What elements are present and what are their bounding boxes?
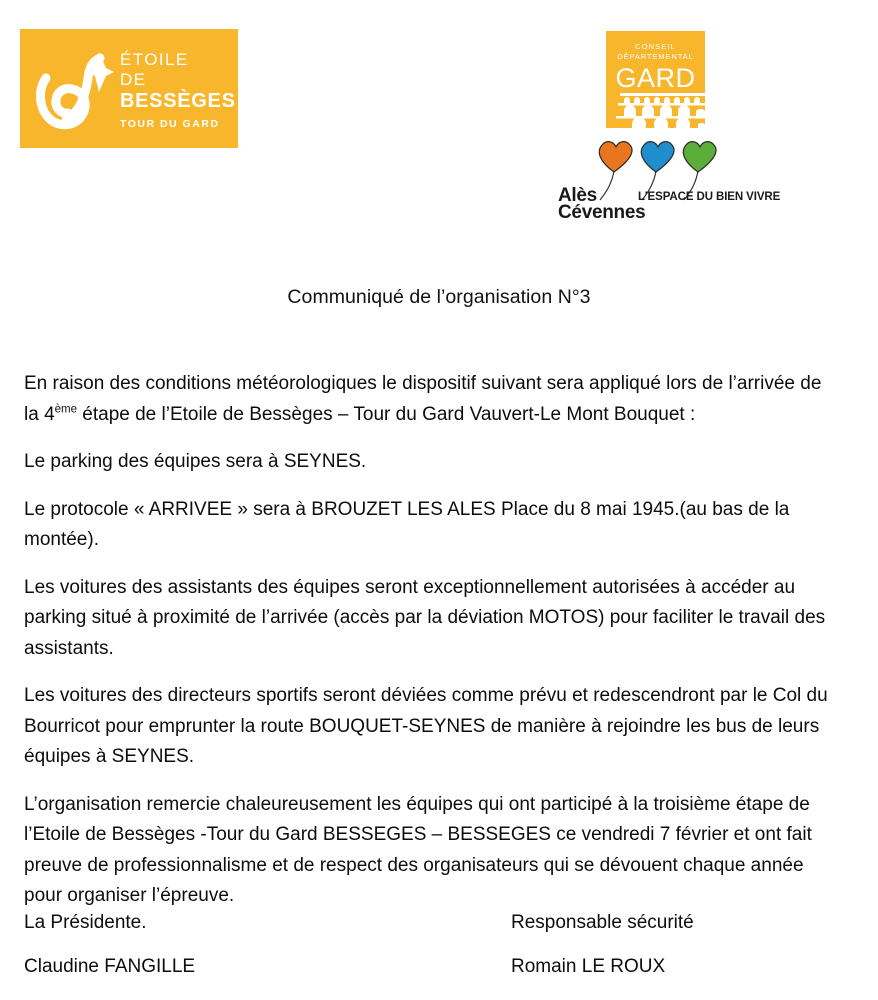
gard-logo-line1: CONSEIL	[635, 42, 676, 51]
signature-block	[24, 910, 854, 998]
signature-name-row	[24, 954, 854, 980]
paragraph-1	[24, 369, 836, 430]
signature-left-name: Claudine FANGILLE	[24, 956, 196, 977]
signature-right-role: Responsable sécurité	[511, 912, 694, 933]
paragraph-3: Le protocole « ARRIVEE » sera à BROUZET LES ALES Place du 8 mai 1945.(au bas de la montée).	[24, 498, 790, 550]
paragraph-1-superscript: ème	[54, 403, 78, 416]
conseil-departemental-gard-logo	[606, 31, 705, 128]
ales-logo-line2: Cévennes	[558, 202, 646, 223]
paragraph-6: L’organisation remercie chaleureusement les équipes qui ont participé à la troisième étape de l’Etoile de Bessèges -Tour du Gard BESSEGES – BESSEGES ce vendredi 7 février et ont fait preuve de professionnalisme et de respect des organisateurs qui se dévouent chaque année pour organiser l’épreuve.	[24, 793, 812, 906]
ales-cevennes-logo	[558, 138, 781, 224]
etoile-de-besseges-logo	[20, 29, 238, 148]
page-title: Communiqué de l’organisation N°3	[287, 286, 591, 308]
ales-logo-tagline: L'ESPACE DU BIEN VIVRE	[638, 191, 781, 203]
etoile-logo-line1: ÉTOILE	[120, 50, 189, 69]
document-body	[24, 369, 836, 929]
ales-logo-line1: Alès	[558, 185, 597, 206]
paragraph-2: Le parking des équipes sera à SEYNES.	[24, 451, 367, 472]
gard-logo-line3: GARD	[615, 63, 696, 93]
paragraph-1-text-after: étape de l’Etoile de Bessèges – Tour du Gard Vauvert-Le Mont Bouquet :	[77, 403, 696, 425]
gard-logo-line2: DÉPARTEMENTAL	[617, 52, 694, 61]
paragraph-1-text-before: En raison des conditions météorologiques le dispositif suivant sera appliqué lors de l’arrivée de la 4	[24, 373, 822, 425]
etoile-logo-line2: DE	[120, 70, 147, 89]
etoile-logo-wordmark	[120, 50, 235, 131]
etoile-logo-line4: TOUR DU GARD	[120, 118, 220, 130]
signature-left-role: La Présidente.	[24, 912, 147, 933]
paragraph-4: Les voitures des assistants des équipes seront exceptionnellement autorisées à accéder au parking situé à proximité de l’arrivée (accès par la déviation MOTOS) pour faciliter le travail des assistants.	[24, 576, 826, 659]
header-logo-row	[0, 0, 878, 240]
pont-du-gard-aqueduct-icon	[614, 93, 705, 128]
signature-right-name: Romain LE ROUX	[511, 956, 666, 977]
etoile-logo-line3: BESSÈGES	[120, 90, 236, 112]
paragraph-5: Les voitures des directeurs sportifs seront déviées comme prévu et redescendront par le Col du Bourricot pour emprunter la route BOUQUET-SEYNES de manière à rejoindre les bus de leurs équipes à SEYNES.	[24, 685, 828, 767]
signature-role-row	[24, 910, 854, 936]
etoile-cyclist-star-icon	[36, 48, 114, 130]
